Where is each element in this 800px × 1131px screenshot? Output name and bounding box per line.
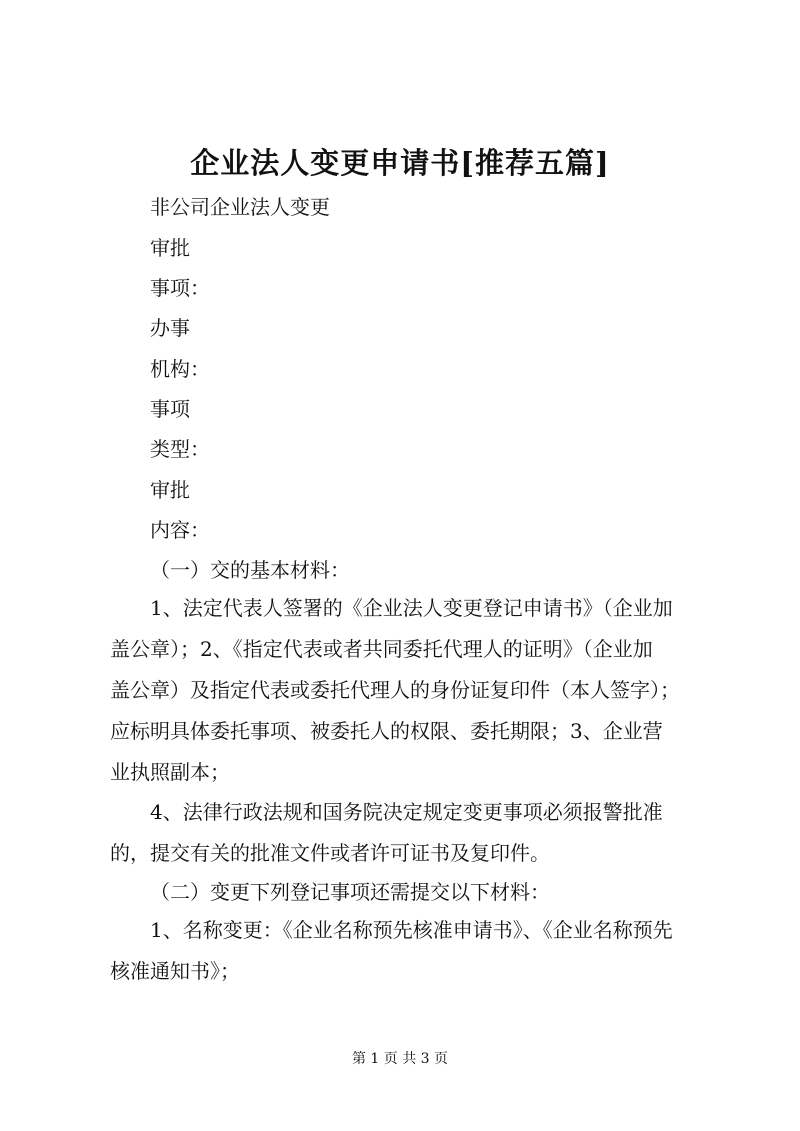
paragraph-basic-materials [110, 588, 710, 793]
text-line: 审批 [150, 236, 190, 260]
paragraph-line: 的，提交有关的批准文件或者许可证书及复印件。 [110, 841, 550, 865]
page-number-footer: 第 1 页 共 3 页 [351, 1051, 449, 1067]
paragraph-line: 业执照副本； [110, 760, 230, 784]
text-line: 内容： [150, 518, 210, 542]
section-heading: （二）变更下列登记事项还需提交以下材料： [150, 880, 550, 904]
text-line: 非公司企业法人变更 [150, 195, 330, 219]
paragraph-line: 应标明具体委托事项、被委托人的权限、委托期限；3、企业营 [110, 719, 663, 743]
paragraph-line: 1、法定代表人签署的《企业法人变更登记申请书》（企业加 [150, 596, 673, 620]
paragraph-line: 4、法律行政法规和国务院决定规定变更事项必须报警批准 [150, 800, 663, 824]
text-line: 办事 [150, 316, 190, 340]
paragraph-line: 1、名称变更：《企业名称预先核准申请书》、《企业名称预先 [150, 918, 673, 942]
paragraph-line: 核准通知书》； [110, 959, 240, 983]
paragraph-line: 盖公章）；2、《指定代表或者共同委托代理人的证明》（企业加 [110, 637, 653, 661]
paragraph-line: 盖公章）及指定代表或委托代理人的身份证复印件（本人签字）； [110, 678, 680, 702]
paragraph-approval [110, 792, 710, 874]
text-line: 事项： [150, 276, 210, 300]
paragraph-name-change [110, 910, 710, 992]
text-line: 机构： [150, 357, 210, 381]
section-heading: （一）交的基本材料： [150, 558, 350, 582]
text-line: 审批 [150, 478, 190, 502]
document-title: 企业法人变更申请书[推荐五篇] [190, 146, 610, 180]
text-line: 类型： [150, 437, 210, 461]
text-line: 事项 [150, 397, 190, 421]
